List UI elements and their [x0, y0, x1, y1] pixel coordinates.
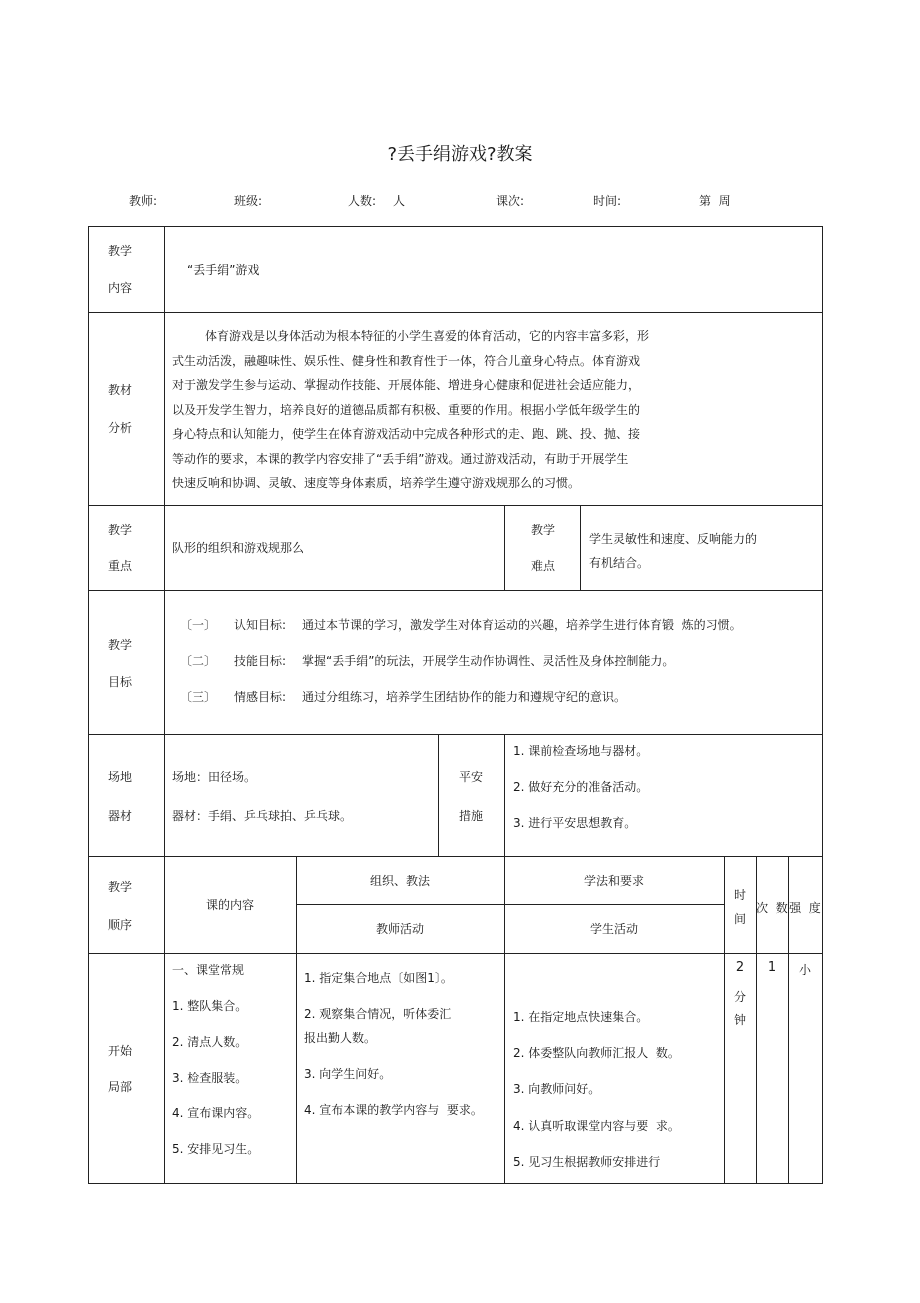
goal-num: 〔三〕 — [180, 690, 217, 704]
teacher-label: 教师: — [129, 194, 158, 208]
week-label: 第 周 — [699, 194, 731, 208]
difficulty-line-1: 学生灵敏性和速度、反响能力的 — [589, 532, 758, 546]
class-label: 班级: — [234, 194, 263, 208]
opening-student-item: 3. 向教师问好。 — [513, 1082, 601, 1096]
goals-label-2: 目标 — [108, 675, 133, 689]
analysis-line: 式生动活泼，融趣味性、娱乐性、健身性和教育性于一体，符合儿童身心特点。体育游戏 — [172, 353, 641, 368]
opening-student-item: 4. 认真听取课堂内容与要 求。 — [513, 1119, 680, 1133]
analysis-line: 以及开发学生智力，培养良好的道德品质都有积极、重要的作用。根据小学低年级学生的 — [172, 402, 641, 417]
opening-content-item: 2. 清点人数。 — [172, 1035, 248, 1049]
safety-item: 1. 课前检查场地与器材。 — [513, 744, 649, 758]
student-activity-header: 学生活动 — [589, 922, 638, 936]
page-title: ?丢手绢游戏?教案 — [387, 144, 533, 165]
difficulty-line-2: 有机结合。 — [589, 556, 650, 570]
venue-label-1: 场地 — [108, 770, 133, 784]
opening-teacher-item: 3. 向学生问好。 — [304, 1067, 392, 1081]
opening-time-num: 2 — [735, 960, 745, 975]
opening-content-item: 4. 宣布课内容。 — [172, 1106, 260, 1120]
goal-name: 技能目标: — [234, 654, 287, 668]
analysis-line: 体育游戏是以身体活动为根本特征的小学生喜爱的体育活动，它的内容丰富多彩，形 — [205, 329, 650, 343]
times-header: 次 数 — [756, 901, 788, 915]
analysis-line: 快速反响和协调、灵敏、速度等身体素质，培养学生遵守游戏规那么的习惯。 — [172, 476, 581, 490]
time-header-2: 间 — [733, 912, 746, 926]
analysis-line: 等动作的要求，本课的教学内容安排了“丢手绢”游戏。通过游戏活动，有助于开展学生 — [172, 451, 629, 466]
content-label-2: 内容 — [108, 281, 133, 295]
opening-content-item: 5. 安排见习生。 — [172, 1142, 260, 1156]
opening-teacher-item: 报出勤人数。 — [304, 1031, 377, 1045]
time-header-1: 时 — [733, 888, 746, 902]
lesson-label: 课次: — [496, 194, 525, 208]
difficulty-label-1: 教学 — [531, 523, 556, 537]
analysis-paragraph — [172, 324, 672, 496]
focus-label-1: 教学 — [108, 523, 133, 537]
opening-label-1: 开始 — [108, 1044, 133, 1058]
opening-intensity: 小 — [798, 963, 811, 977]
goal-text: 通过本节课的学习，激发学生对体育运动的兴趣，培养学生进行体育锻 炼的习惯。 — [302, 618, 742, 632]
intensity-header: 强 度 — [789, 901, 821, 915]
safety-item: 2. 做好充分的准备活动。 — [513, 780, 649, 794]
safety-label-1: 平安 — [459, 770, 484, 784]
count-unit: 人 — [393, 194, 406, 208]
venue-site: 场地：田径场。 — [172, 770, 257, 784]
safety-item: 3. 进行平安思想教育。 — [513, 816, 637, 830]
focus-label-2: 重点 — [108, 559, 133, 573]
goal-text: 通过分组练习，培养学生团结协作的能力和遵规守纪的意识。 — [302, 690, 627, 704]
goal-name: 情感目标: — [234, 690, 287, 704]
analysis-line: 对于激发学生参与运动、掌握动作技能、开展体能、增进身心健康和促进社会适应能力， — [172, 378, 641, 392]
content-label-1: 教学 — [108, 244, 133, 258]
venue-label-2: 器材 — [108, 809, 133, 823]
course-content-header: 课的内容 — [205, 898, 254, 912]
opening-student-item: 1. 在指定地点快速集合。 — [513, 1010, 649, 1024]
opening-student-item: 5. 见习生根据教师安排进行 — [513, 1155, 661, 1169]
opening-content-item: 1. 整队集合。 — [172, 999, 248, 1013]
time-label: 时间: — [593, 194, 622, 208]
difficulty-label-2: 难点 — [531, 559, 556, 573]
opening-teacher-item: 4. 宣布本课的教学内容与 要求。 — [304, 1103, 483, 1117]
safety-label-2: 措施 — [459, 809, 484, 823]
goal-name: 认知目标: — [234, 618, 287, 632]
org-method-header: 组织、教法 — [369, 874, 430, 888]
goals-label-1: 教学 — [108, 638, 133, 652]
content-value: “丢手绢”游戏 — [187, 263, 260, 277]
analysis-label-1: 教材 — [108, 383, 133, 397]
focus-value: 队形的组织和游戏规那么 — [172, 541, 305, 555]
goal-num: 〔一〕 — [180, 618, 217, 632]
opening-teacher-item: 1. 指定集合地点〔如图1〕。 — [304, 971, 453, 985]
sequence-label-1: 教学 — [108, 880, 133, 894]
count-label: 人数: — [348, 194, 377, 208]
study-req-header: 学法和要求 — [583, 874, 644, 888]
analysis-label-2: 分析 — [108, 421, 133, 435]
opening-times: 1 — [767, 960, 777, 975]
analysis-line: 身心特点和认知能力，使学生在体育游戏活动中完成各种形式的走、跑、跳、投、抛、接 — [172, 427, 641, 441]
venue-equipment: 器材：手绢、乒乓球拍、乒乓球。 — [172, 809, 353, 823]
sequence-label-2: 顺序 — [108, 918, 133, 932]
opening-content-item: 一、课堂常规 — [172, 963, 245, 977]
opening-label-2: 局部 — [108, 1080, 133, 1094]
goal-text: 掌握“丢手绢”的玩法，开展学生动作协调性、灵活性及身体控制能力。 — [302, 654, 675, 668]
opening-time-unit-2: 钟 — [733, 1013, 746, 1027]
opening-content-item: 3. 检查服装。 — [172, 1071, 248, 1085]
opening-student-item: 2. 体委整队向教师汇报人 数。 — [513, 1046, 680, 1060]
opening-teacher-item: 2. 观察集合情况，听体委汇 — [304, 1007, 452, 1021]
teacher-activity-header: 教师活动 — [375, 922, 424, 936]
opening-time-unit-1: 分 — [733, 990, 746, 1004]
goal-num: 〔二〕 — [180, 654, 217, 668]
